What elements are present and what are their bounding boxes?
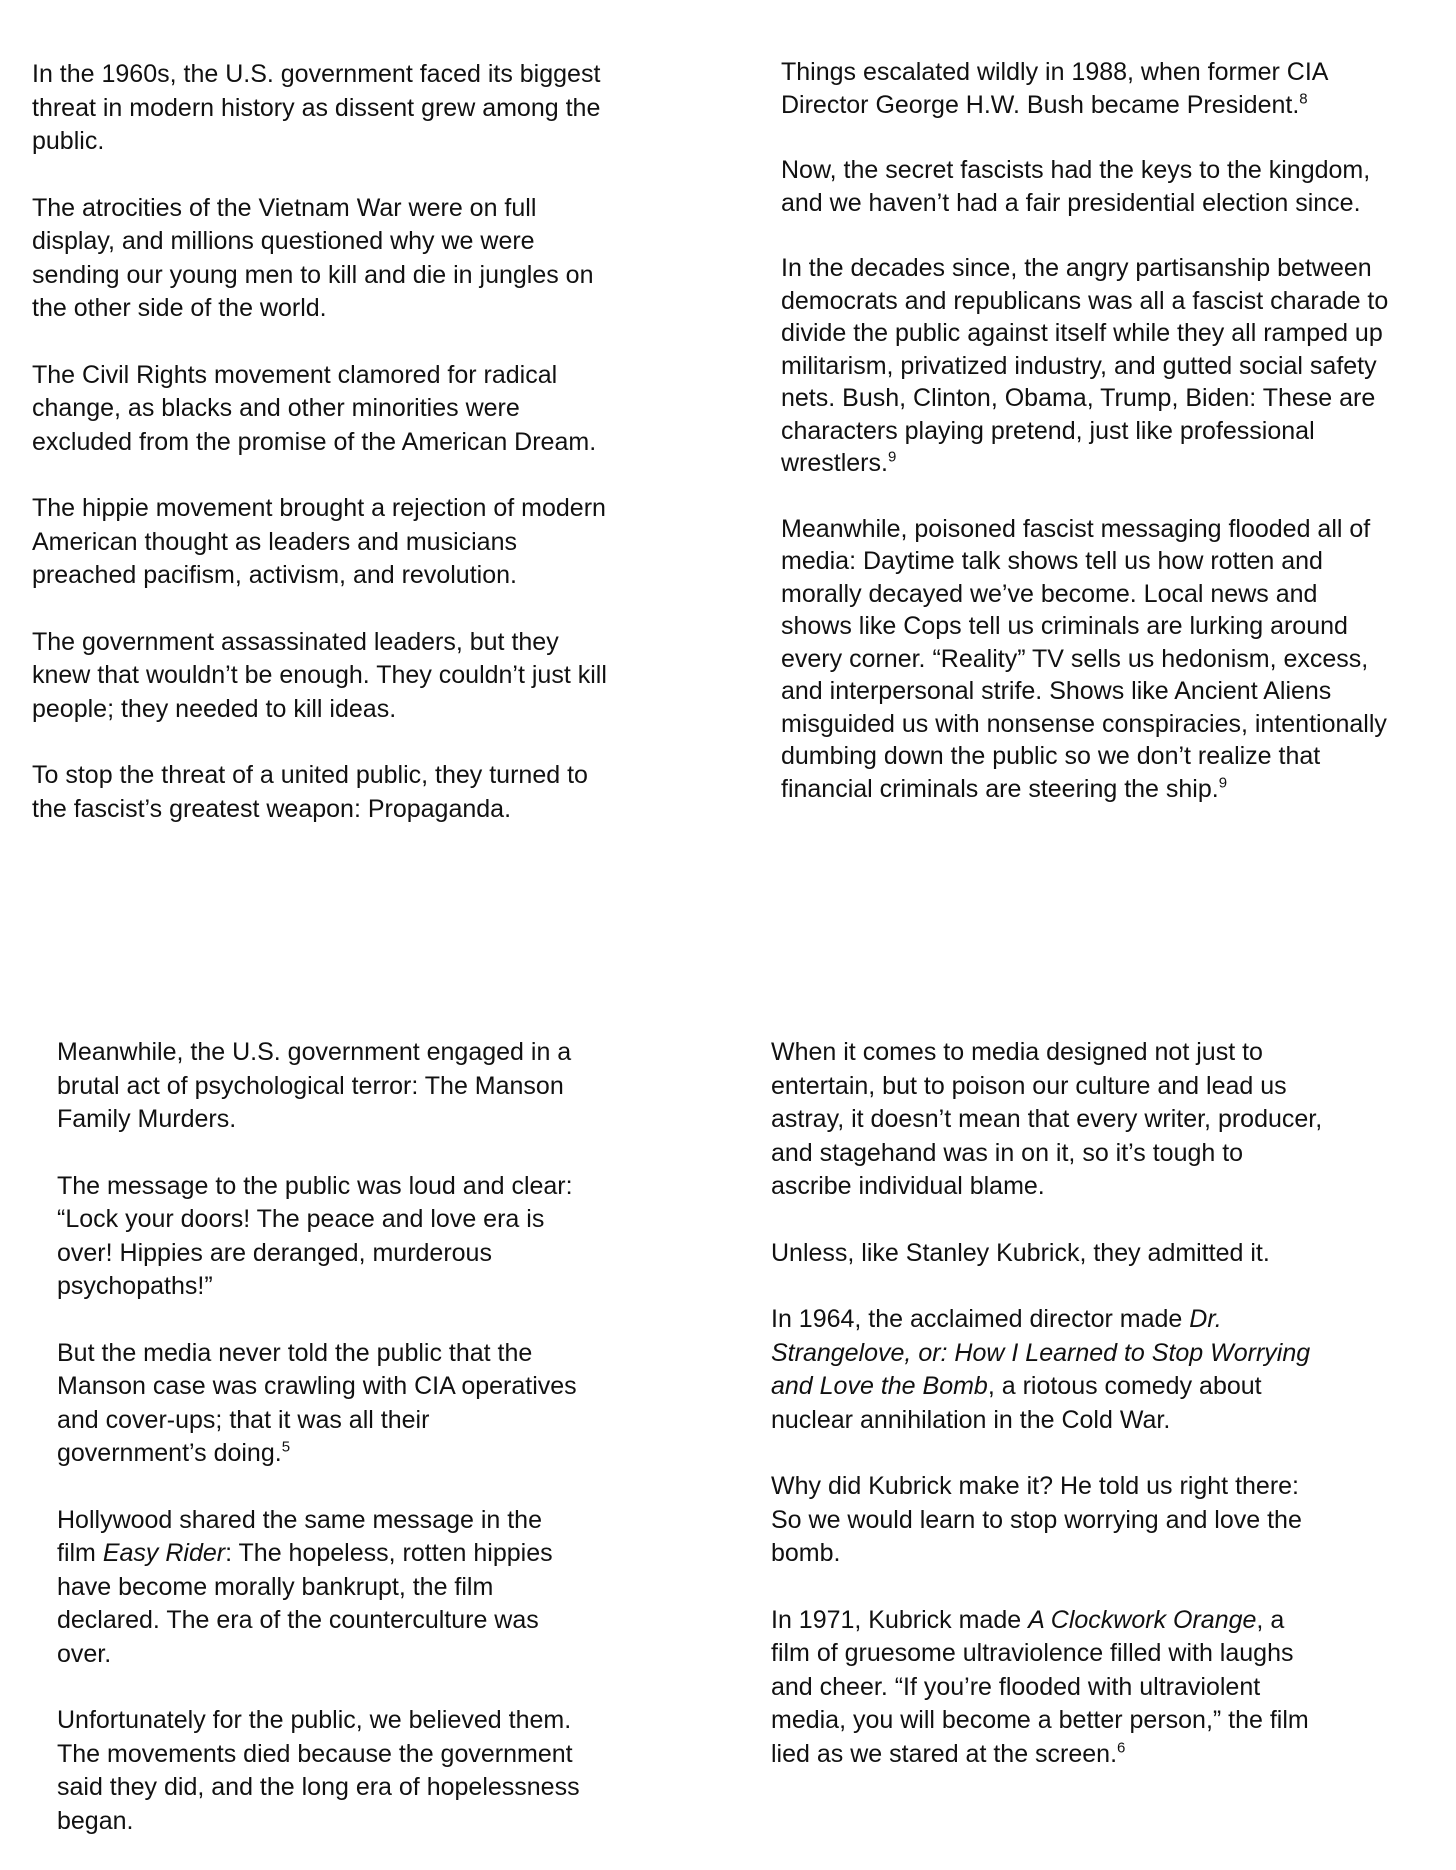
paragraph-clockwork-orange: [771, 1604, 1421, 1772]
paragraph-we-believed-them: Unfortunately for the public, we believed them. The movements died because the government said they did, and the long era of hopelessness began.: [57, 1706, 580, 1835]
film-title: Dr. Strangelove, or: How I Learned to Stop Worrying and Love the Bomb: [771, 1305, 1311, 1400]
paragraph-text: , a riotous comedy about nuclear annihilation in the Cold War.: [771, 1372, 1262, 1434]
paragraph-cia-operatives: [57, 1337, 697, 1471]
paragraph-civil-rights: The Civil Rights movement clamored for radical change, as blacks and other minorities were excluded from the promise of the American Dream.: [32, 360, 597, 456]
panel-bottom-right: [771, 1036, 1421, 1771]
paragraph-message-to-public: The message to the public was loud and clear: “Lock your doors! The peace and love era is over! Hippies are deranged, murderous psychopaths!”: [57, 1171, 573, 1300]
paragraph-kubrick-admitted: Unless, like Stanley Kubrick, they admitted it.: [771, 1238, 1270, 1267]
paragraph-text: In the decades since, the angry partisanship between democrats and republicans was all a fascist charade to divide the public against itself while they all ramped up militarism, privatized industry, and gutted social safety nets. Bush, Clinton, Obama, Trump, Biden: These are characters playing pretend, just like professional wrestlers.: [781, 254, 1389, 477]
footnote-ref: 9: [887, 448, 897, 466]
paragraph-propaganda: To stop the threat of a united public, they turned to the fascist’s greatest weapon: Propaganda.: [32, 761, 588, 823]
paragraph-vietnam-war: The atrocities of the Vietnam War were on full display, and millions questioned why we were sending our young men to kill and die in jungles on the other side of the world.: [32, 193, 594, 322]
film-title: Easy Rider: [102, 1539, 226, 1567]
paragraph-manson-murders: Meanwhile, the U.S. government engaged in a brutal act of psychological terror: The Manson Family Murders.: [57, 1038, 572, 1133]
paragraph-text: : The hopeless, rotten hippies have become morally bankrupt, the film declared. The era of the counterculture was over.: [57, 1539, 553, 1668]
film-title: A Clockwork Orange: [1028, 1605, 1257, 1634]
paragraph-fascist-messaging: [781, 513, 1453, 806]
paragraph-1960s-threat: In the 1960s, the U.S. government faced its biggest threat in modern history as dissent grew among the public.: [32, 60, 601, 155]
panel-top-left: [32, 58, 712, 826]
paragraph-text: Hollywood shared the same message in the film: [57, 1505, 542, 1567]
paragraph-easy-rider: [57, 1504, 697, 1672]
paragraph-text: Meanwhile, poisoned fascist messaging flooded all of media: Daytime talk shows tell us how rotten and morally decayed we’ve become. Local news and shows like Cops tell us criminals are lurking around every corner. “Reality” TV sells us hedonism, excess, and interpersonal strife. Shows like Ancient Aliens misguided us with nonsense conspiracies, intentionally dumbing down the public so we don’t realize that financial criminals are steering the ship.: [781, 514, 1387, 803]
footnote-ref: 6: [1117, 1739, 1126, 1757]
paragraph-why-kubrick: Why did Kubrick make it? He told us right there: So we would learn to stop worrying and love the bomb.: [771, 1472, 1302, 1567]
footnote-ref: 8: [1299, 90, 1308, 108]
paragraph-text: In 1971, Kubrick made: [771, 1605, 1029, 1634]
footnote-ref: 9: [1218, 774, 1228, 792]
paragraph-text: Things escalated wildly in 1988, when former CIA Director George H.W. Bush became President.: [781, 58, 1329, 119]
footnote-ref: 5: [281, 1438, 291, 1456]
paragraph-text: But the media never told the public that the Manson case was crawling with CIA operatives and cover-ups; that it was all their government’s doing.: [57, 1338, 577, 1467]
paragraph-keys-to-kingdom: Now, the secret fascists had the keys to the kingdom, and we haven’t had a fair presidential election since.: [781, 156, 1371, 217]
paragraph-text: In 1964, the acclaimed director made: [771, 1305, 1190, 1333]
paragraph-text: , a film of gruesome ultraviolence filled with laughs and cheer. “If you’re flooded with ultraviolent media, you will become a better person,” the film lied as we stared at the screen.: [771, 1605, 1309, 1768]
paragraph-dr-strangelove: [771, 1303, 1421, 1437]
panel-top-right: [781, 56, 1453, 805]
paragraph-media-blame: When it comes to media designed not just to entertain, but to poison our culture and lead us astray, it doesn’t mean that every writer, producer, and stagehand was in on it, so it’s tough to ascribe individual blame.: [771, 1038, 1323, 1200]
paragraph-partisanship: [781, 252, 1453, 480]
paragraph-hippie-movement: The hippie movement brought a rejection of modern American thought as leaders and musicians preached pacifism, activism, and revolution.: [32, 494, 606, 589]
paragraph-assassinated-leaders: The government assassinated leaders, but they knew that wouldn’t be enough. They couldn’t just kill people; they needed to kill ideas.: [32, 627, 607, 723]
paragraph-1988-escalation: [781, 56, 1453, 121]
panel-bottom-left: [57, 1036, 697, 1838]
